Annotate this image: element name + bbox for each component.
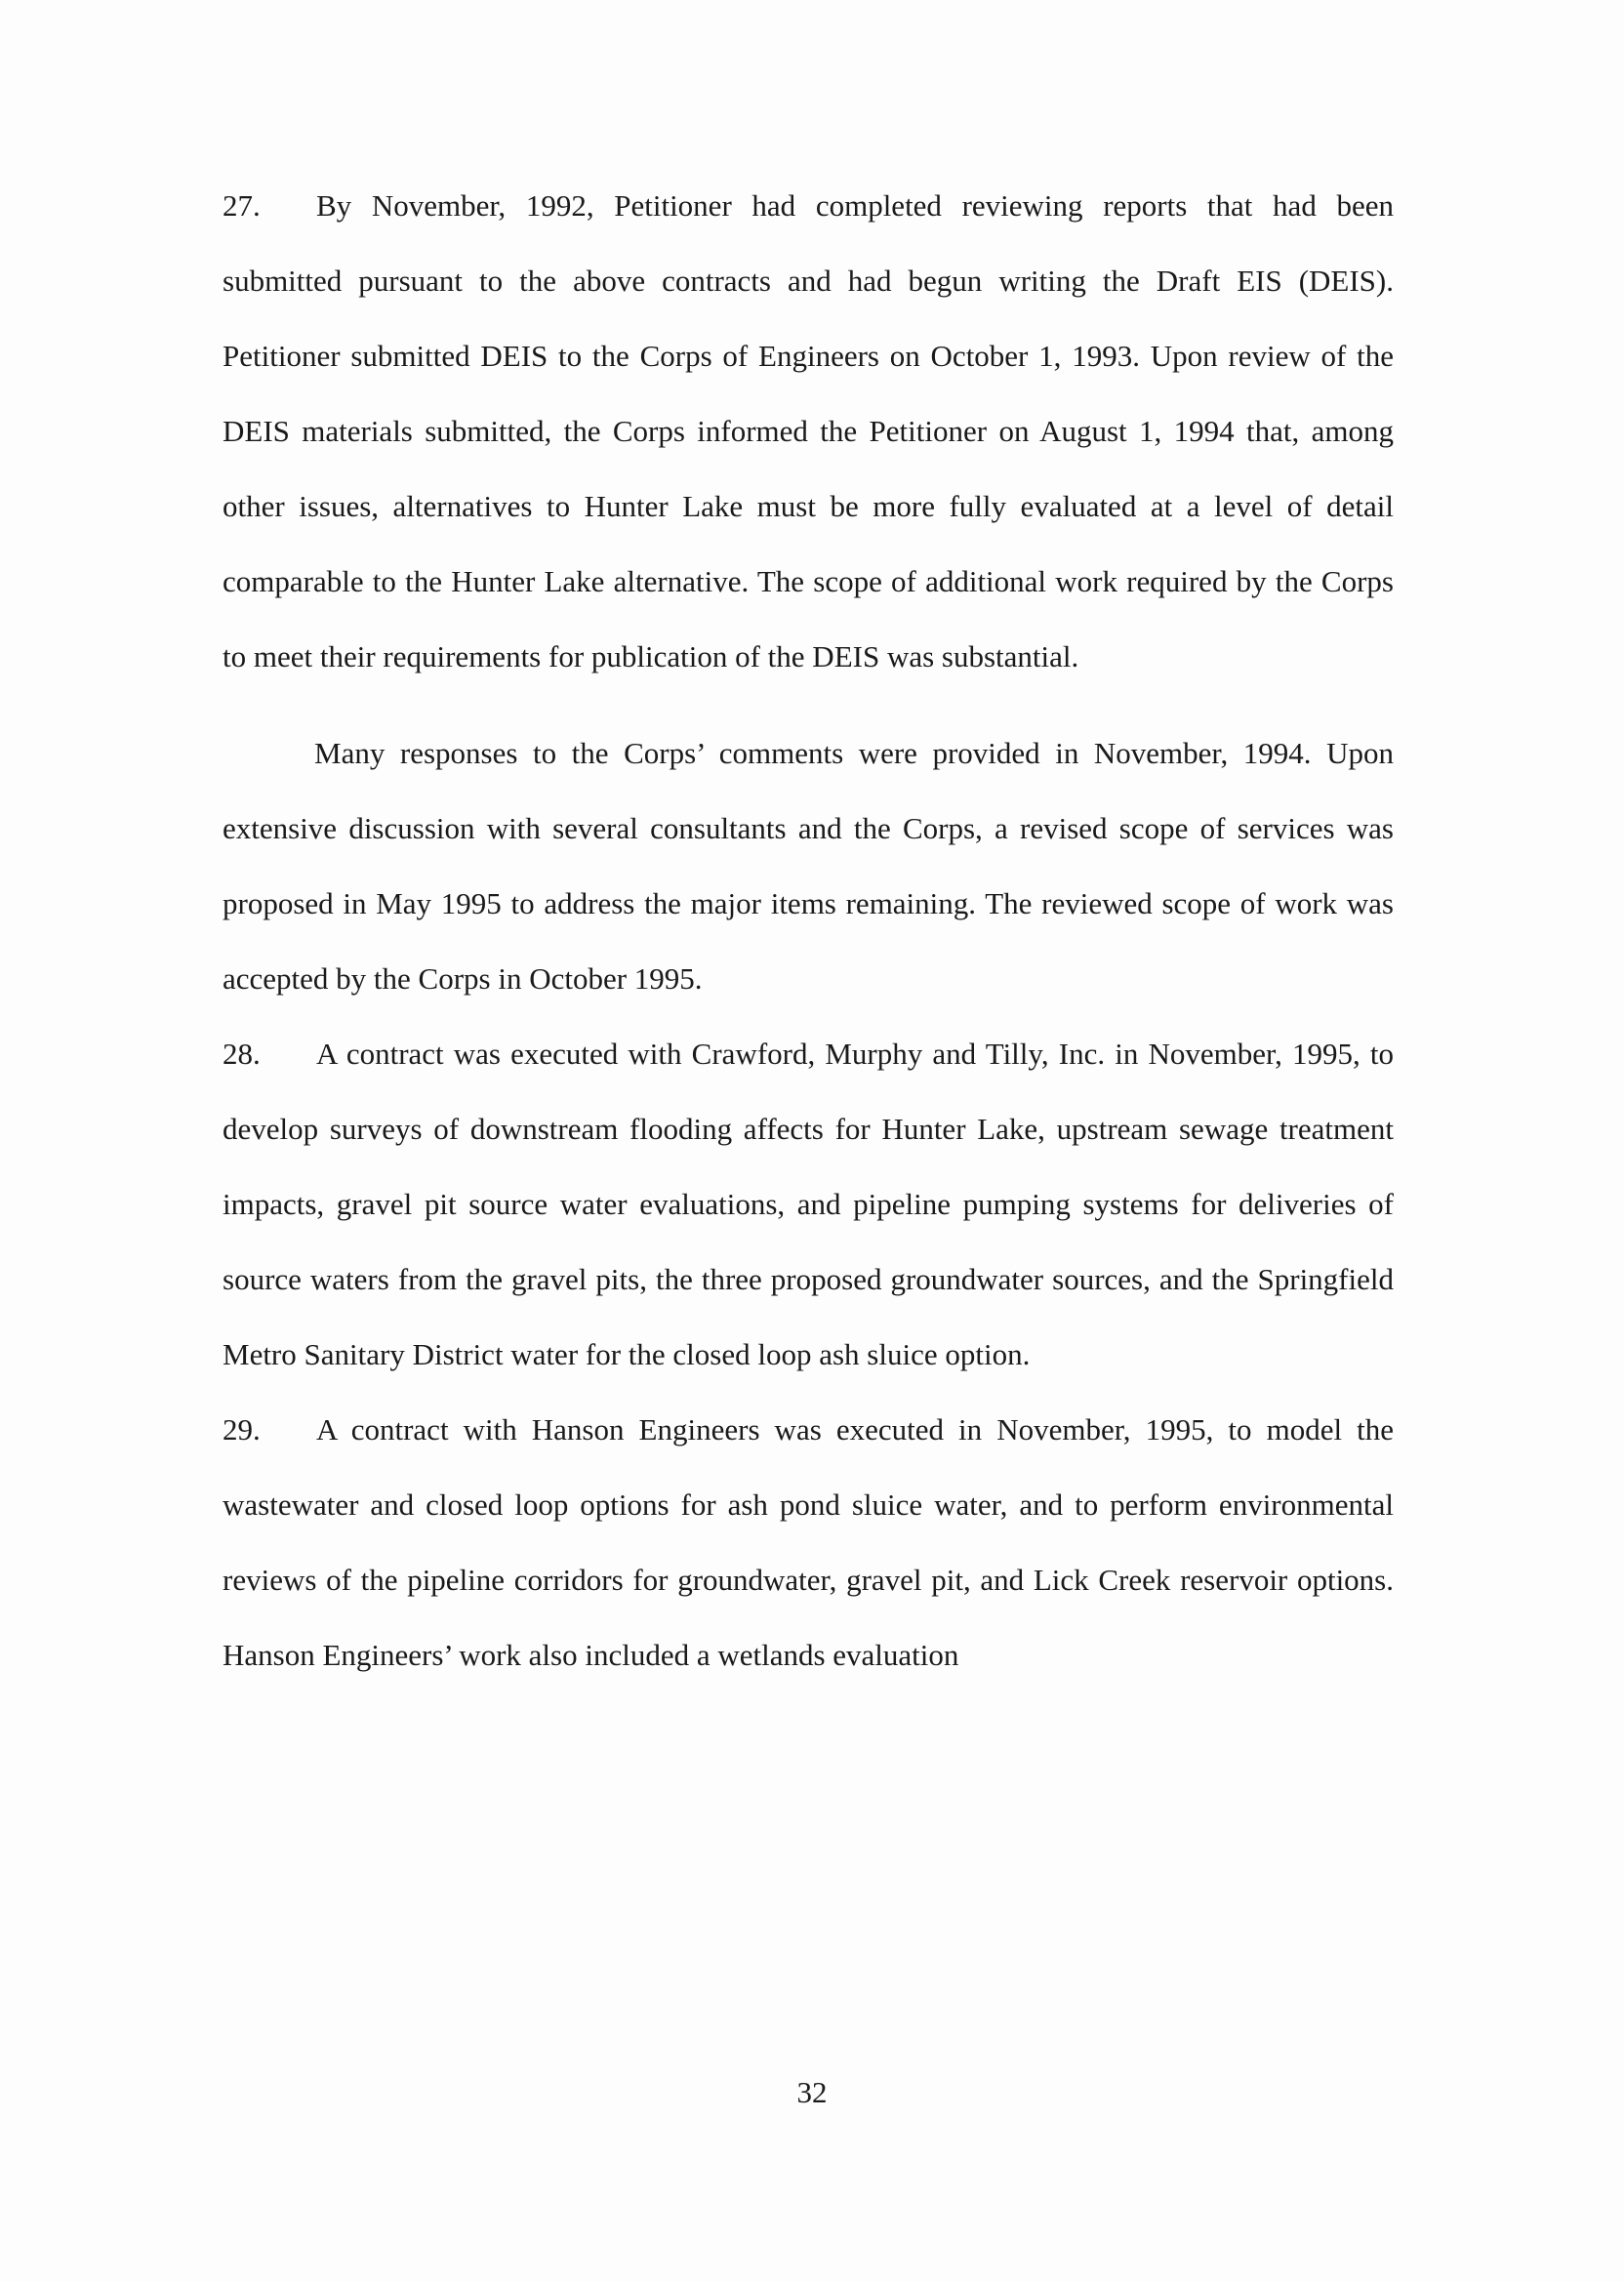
paragraph-number: 29. [223,1412,261,1447]
paragraph-number: 28. [223,1037,261,1071]
paragraph-continuation [223,715,1394,1016]
paragraph-text: A contract was executed with Crawford, Murphy and Tilly, Inc. in November, 1995, to develop surveys of downstream flooding affects for Hunter Lake, upstream sewage treatment impacts, gravel pit source water evaluations, and pipeline pumping systems for deliveries of source waters from the gravel pits, the three proposed groundwater sources, and the Springfield Metro Sanitary District water for the closed loop ash sluice option. [223,1037,1394,1371]
paragraph-29 [223,1392,1394,1692]
paragraph-27 [223,168,1394,694]
paragraph-28 [223,1016,1394,1392]
page-body [223,168,1394,1692]
page-number: 32 [796,2075,828,2109]
paragraph-number: 27. [223,188,261,223]
paragraph-text: Many responses to the Corps’ comments were provided in November, 1994. Upon extensive discussion with several consultants and the Corps, a revised scope of services was proposed in May 1995 to address the major items remaining. The reviewed scope of work was accepted by the Corps in October 1995. [223,736,1394,996]
paragraph-text: A contract with Hanson Engineers was executed in November, 1995, to model the wastewater and closed loop options for ash pond sluice water, and to perform environmental reviews of the pipeline corridors for groundwater, gravel pit, and Lick Creek reservoir options. Hanson Engineers’ work also included a wetlands evaluation [223,1412,1394,1672]
paragraph-text: By November, 1992, Petitioner had completed reviewing reports that had been submitted pursuant to the above contracts and had begun writing the Draft EIS (DEIS). Petitioner submitted DEIS to the Corps of Engineers on October 1, 1993. Upon review of the DEIS materials submitted, the Corps informed the Petitioner on August 1, 1994 that, among other issues, alternatives to Hunter Lake must be more fully evaluated at a level of detail comparable to the Hunter Lake alternative. The scope of additional work required by the Corps to meet their requirements for publication of the DEIS was substantial. [223,188,1394,673]
